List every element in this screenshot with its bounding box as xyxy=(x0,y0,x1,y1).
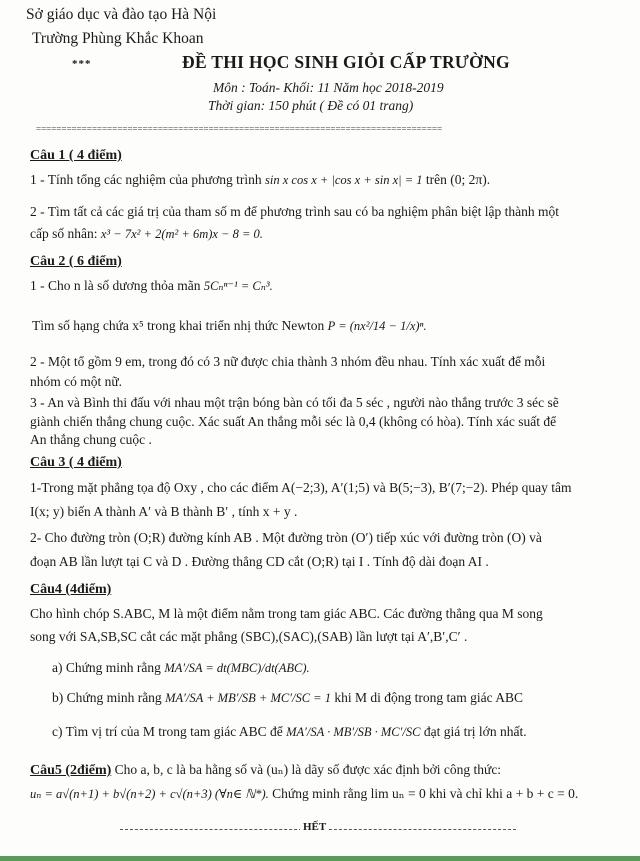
q4-part-c-formula: MA′/SA · MB′/SB · MC′/SC xyxy=(286,725,421,739)
q2-newton-formula: P = (nx²/14 − 1/x)ⁿ. xyxy=(327,319,427,333)
q3-part2-line2: đoạn AB lần lượt tại C và D . Đường thẳng CD cắt (O;R) tại I . Tính độ dài đoạn AI . xyxy=(30,554,489,569)
q4-part-a: a) Chứng minh rằng MA′/SA = dt(MBC)/dt(ABC). xyxy=(52,660,310,675)
header-divider: ================================================================================ xyxy=(36,124,443,134)
q4-intro-line1: Cho hình chóp S.ABC, M là một điểm nằm trong tam giác ABC. Các đường thẳng qua M song xyxy=(30,606,543,621)
q2-part1-formula: 5Cₙⁿ⁻¹ = Cₙ³. xyxy=(203,279,273,293)
q2-part1: 1 - Cho n là số dương thỏa mãn 5Cₙⁿ⁻¹ = Cₙ³. xyxy=(30,278,273,293)
q5-statement: uₙ = a√(n+1) + b√(n+2) + c√(n+3) (∀n∈ ℕ*). Chứng minh rằng lim uₙ = 0 khi và chỉ khi a + b + c = 0. xyxy=(30,786,579,801)
q1-part2-line1: 2 - Tìm tất cả các giá trị của tham số m để phương trình sau có ba nghiệm phân biệt lập thành một xyxy=(30,204,559,219)
q1-part1: 1 - Tính tổng các nghiệm của phương trình sin x cos x + |cos x + sin x| = 1 trên (0; 2π). xyxy=(30,172,491,187)
q5-intro: Câu5 (2điểm) Cho a, b, c là ba hằng số và (uₙ) là dãy số được xác định bởi công thức: xyxy=(30,762,502,778)
decorative-stars: *** xyxy=(72,58,92,70)
q4-part-b: b) Chứng minh rằng MA′/SA + MB′/SB + MC′/SC = 1 khi M di động trong tam giác ABC xyxy=(52,690,523,705)
bottom-accent-bar xyxy=(0,856,640,861)
q4-part-c: c) Tìm vị trí của M trong tam giác ABC để MA′/SA · MB′/SB · MC′/SC đạt giá trị lớn nhất. xyxy=(52,724,527,739)
department-name: Sở giáo dục và đào tạo Hà Nội xyxy=(26,6,217,23)
q2-part3-line1: 3 - An và Bình thi đấu với nhau một trận bóng bàn có tối đa 5 séc , người nào thắng trước 3 séc sẽ xyxy=(30,395,559,410)
q1-part2-formula: x³ − 7x² + 2(m² + 6m)x − 8 = 0. xyxy=(100,227,263,241)
q2-part3-line3: An thắng chung cuộc . xyxy=(30,432,152,447)
school-name: Trường Phùng Khắc Khoan xyxy=(32,30,204,47)
exam-title: ĐỀ THI HỌC SINH GIỎI CẤP TRƯỜNG xyxy=(182,52,510,72)
q3-part1-line2: I(x; y) biến A thành A′ và B thành B′ , tính x + y . xyxy=(30,504,298,519)
q1-part1-formula: sin x cos x + |cos x + sin x| = 1 xyxy=(265,173,423,187)
exam-subject: Môn : Toán- Khối: 11 Năm học 2018-2019 xyxy=(213,80,444,95)
q5-heading: Câu5 (2điểm) xyxy=(30,763,112,778)
q4-part-a-formula: MA′/SA = dt(MBC)/dt(ABC). xyxy=(164,661,310,675)
q4-part-b-formula: MA′/SA + MB′/SB + MC′/SC = 1 xyxy=(165,691,331,705)
q3-heading: Câu 3 ( 4 điểm) xyxy=(30,455,122,470)
q1-part2-line2: cấp số nhân: x³ − 7x² + 2(m² + 6m)x − 8 = 0. xyxy=(30,226,263,241)
end-label: HẾT xyxy=(300,821,329,833)
q4-intro-line2: song với SA,SB,SC cắt các mặt phẳng (SBC),(SAC),(SAB) lần lượt tại A′,B′,C′ . xyxy=(30,629,468,644)
q4-heading: Câu4 (4điểm) xyxy=(30,582,112,597)
q1-heading: Câu 1 ( 4 điểm) xyxy=(30,148,122,163)
exam-time: Thời gian: 150 phút ( Đề có 01 trang) xyxy=(208,98,414,113)
q5-sequence-formula: uₙ = a√(n+1) + b√(n+2) + c√(n+3) (∀n∈ ℕ*). xyxy=(30,787,269,801)
q2-part1-question: Tìm số hạng chứa x⁵ trong khai triển nhị thức Newton P = (nx²/14 − 1/x)ⁿ. xyxy=(32,318,427,333)
q2-heading: Câu 2 ( 6 điểm) xyxy=(30,254,122,269)
q2-part2-line1: 2 - Một tổ gồm 9 em, trong đó có 3 nữ được chia thành 3 nhóm đều nhau. Tính xác xuất để mỗi xyxy=(30,354,546,369)
q2-part2-line2: nhóm có một nữ. xyxy=(30,374,123,389)
q3-part1-line1: 1-Trong mặt phẳng tọa độ Oxy , cho các điểm A(−2;3), A′(1;5) và B(5;−3), B′(7;−2). Phép quay tâm xyxy=(30,480,572,495)
q3-part2-line1: 2- Cho đường tròn (O;R) đường kính AB . Một đường tròn (O′) tiếp xúc với đường tròn (O) và xyxy=(30,530,542,545)
q2-part3-line2: giành chiến thắng chung cuộc. Xác suất An thắng mỗi séc là 0,4 (không có hòa). Tính xác suất để xyxy=(30,414,557,429)
